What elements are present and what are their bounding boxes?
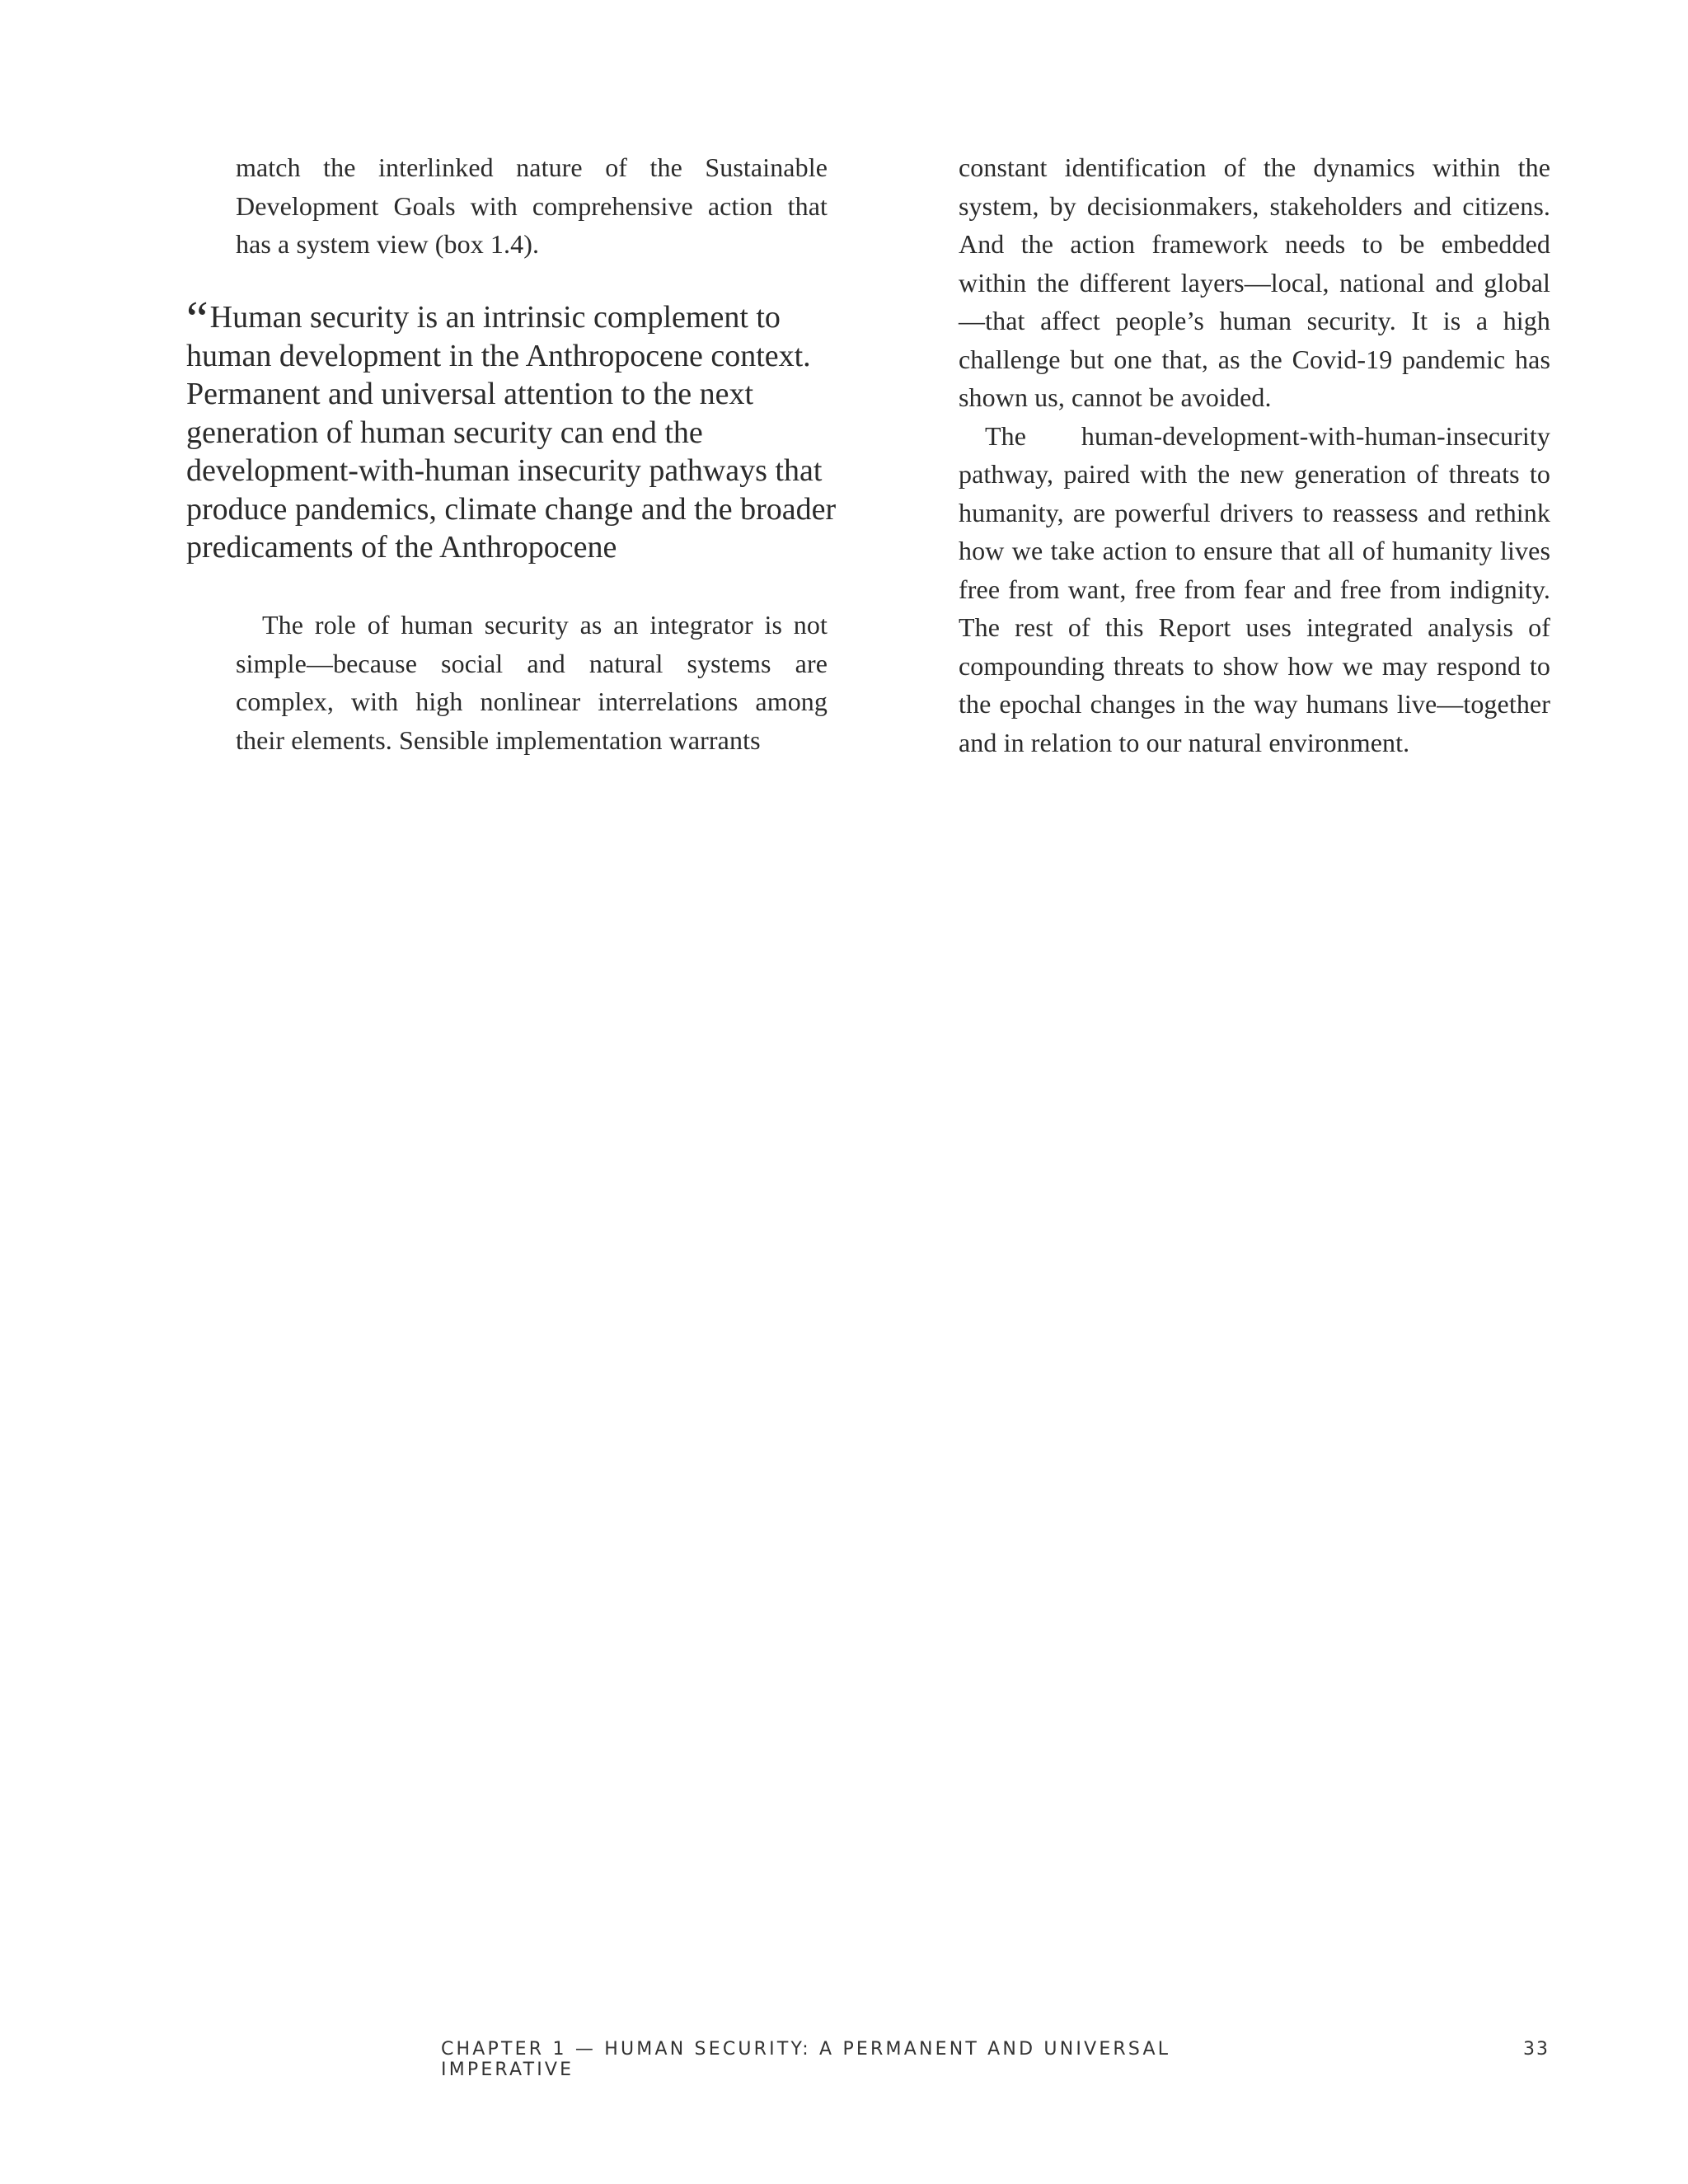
left-column-top bbox=[236, 148, 828, 264]
left-column-bottom bbox=[236, 606, 828, 759]
body-paragraph: match the interlinked nature of the Sustainable Development Goals with comprehensive action that has a system view (box 1.4). bbox=[236, 152, 828, 259]
pull-quote bbox=[186, 292, 846, 567]
pull-quote-text: Human security is an intrinsic complement to human development in the Anthropocene context. Permanent and universal attention to the next generation of human security can end the development-with-human insecurity pathways that produce pandemics, climate change and the broader predicaments of the Anthropocene bbox=[186, 300, 837, 565]
running-footer: CHAPTER 1 — HUMAN SECURITY: A PERMANENT AND UNIVERSAL IMPERATIVE bbox=[441, 2039, 1171, 2080]
right-column bbox=[959, 148, 1550, 762]
page-number: 33 bbox=[1523, 2039, 1550, 2060]
body-paragraph: constant identification of the dynamics within the system, by decisionmakers, stakeholders and citizens. And the action framework needs to be embedded within the different layers—local, national and global—that affect people’s human security. It is a high challenge but one that, as the Covid-19 pandemic has shown us, cannot be avoided. bbox=[959, 152, 1550, 412]
body-paragraph: The human-development-with-human-insecurity pathway, paired with the new generation of threats to humanity, are powerful drivers to reassess and rethink how we take action to ensure that all of humanity lives free from want, free from fear and free from indignity. The rest of this Report uses integrated analysis of compounding threats to show how we may respond to the epochal changes in the way humans live—together and in relation to our natural environment. bbox=[959, 420, 1550, 757]
quote-mark: “ bbox=[186, 292, 209, 346]
body-paragraph: The role of human security as an integrator is not simple—because social and natural systems are complex, with high nonlinear interrelations among their elements. Sensible implementation warrants bbox=[236, 610, 828, 755]
